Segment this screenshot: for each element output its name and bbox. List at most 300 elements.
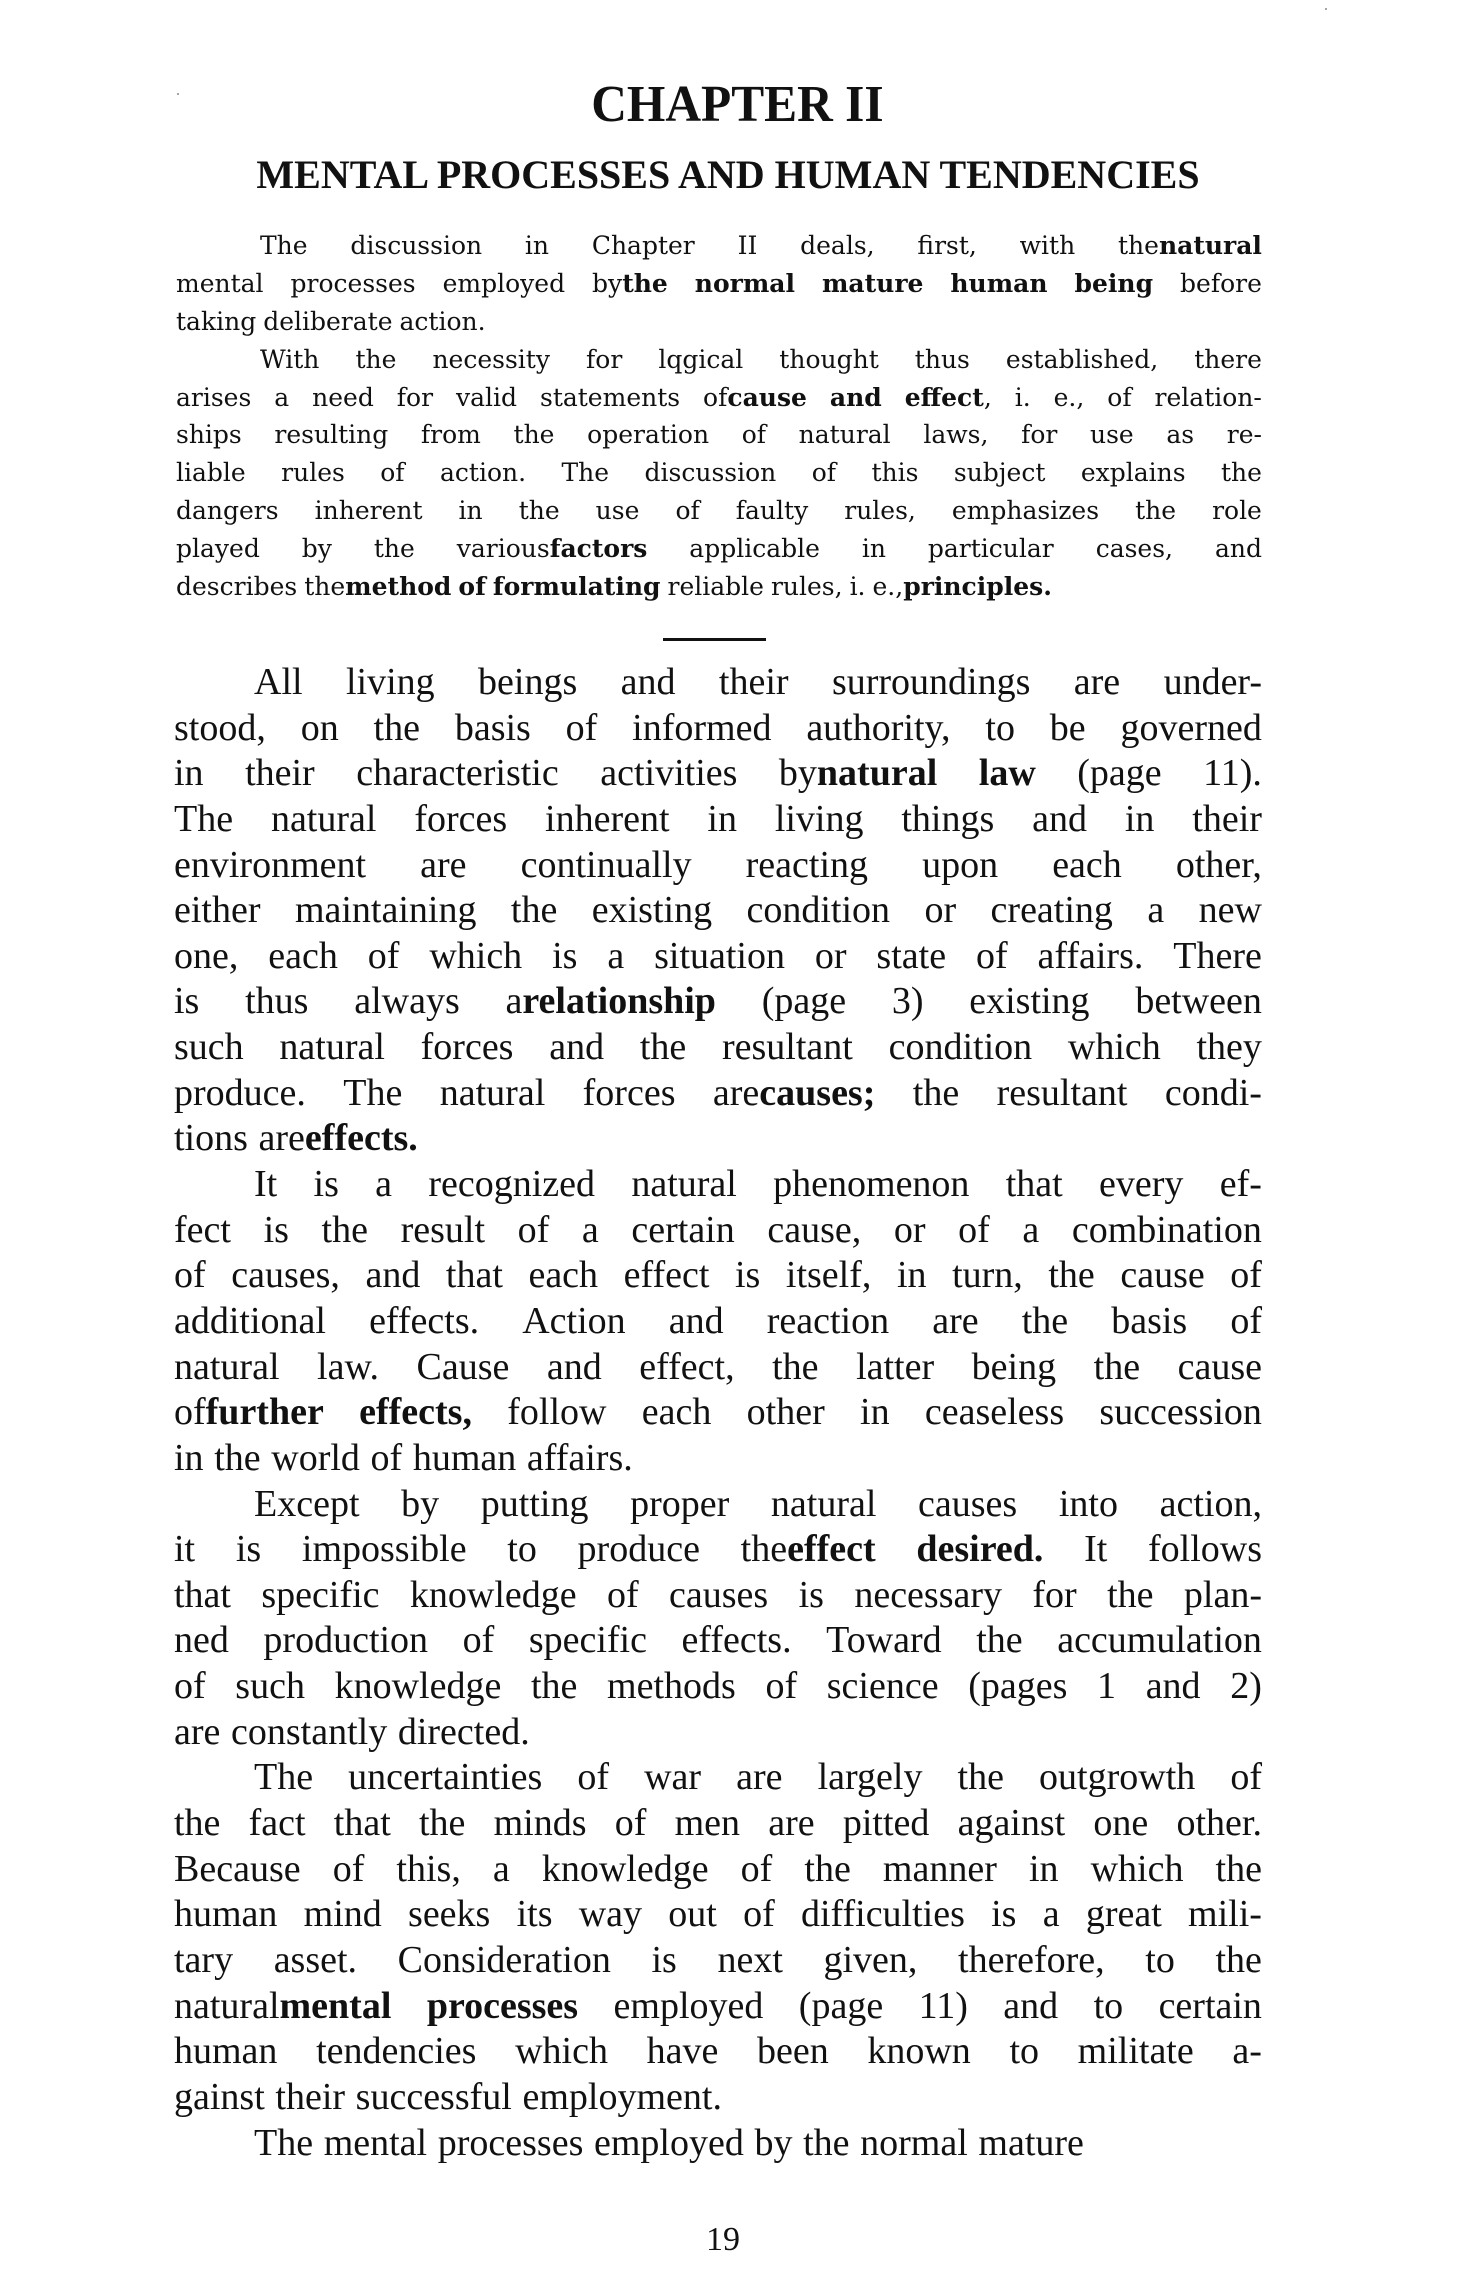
text: in (174, 1436, 204, 1479)
word (302, 530, 332, 568)
word (562, 454, 610, 492)
text: in (861, 534, 886, 564)
text: out (668, 1893, 717, 1936)
word (1184, 1573, 1262, 1619)
text: pitted (842, 1802, 930, 1845)
word (803, 2121, 849, 2167)
word (254, 1162, 277, 1208)
text: the (1021, 1299, 1069, 1342)
text: follow (507, 1391, 607, 1434)
text-line (174, 1208, 1262, 1254)
word (312, 379, 374, 417)
text: one (1093, 1802, 1149, 1845)
text: use (595, 496, 640, 526)
paragraph (176, 341, 1262, 606)
word (401, 1208, 485, 1254)
text: e., (872, 572, 904, 602)
text: human (412, 1436, 517, 1479)
text: latter (856, 1345, 935, 1388)
word (736, 1755, 782, 1801)
text: accumulation (1057, 1619, 1262, 1662)
word (1107, 379, 1131, 417)
text: itself, (785, 1254, 872, 1297)
word (1216, 1847, 1262, 1893)
word (1097, 1664, 1116, 1710)
text: basis (454, 706, 531, 749)
text: of (1230, 1756, 1262, 1799)
text: the (912, 1071, 960, 1114)
word (348, 1755, 542, 1801)
word (295, 888, 477, 934)
text: dangers (176, 496, 279, 526)
text: to (1009, 2030, 1040, 2073)
text: tary (174, 1938, 234, 1981)
text-line (174, 888, 1262, 934)
word (1180, 265, 1262, 303)
text: that (1005, 1163, 1063, 1206)
text-line (174, 979, 1262, 1025)
text: normal (860, 2121, 968, 2164)
emphasized-text: further (205, 1391, 324, 1434)
word (369, 1299, 479, 1345)
text: is (263, 1208, 289, 1251)
text: (pages (968, 1665, 1068, 1708)
text: a (1022, 1208, 1040, 1251)
word (913, 1071, 959, 1117)
text: action, (1159, 1482, 1262, 1525)
text: of (607, 1573, 639, 1616)
word (335, 1664, 502, 1710)
text: and (1214, 534, 1262, 564)
text: ships (176, 420, 242, 450)
text: thus (245, 980, 309, 1023)
text: emphasizes (951, 496, 1100, 526)
text: difficulties (800, 1893, 965, 1936)
word (174, 1847, 301, 1893)
text: natural (439, 1071, 546, 1114)
text: and (549, 1026, 605, 1069)
word (397, 379, 433, 417)
text: seeks (408, 1893, 491, 1936)
word (1232, 2029, 1262, 2075)
word (231, 1710, 387, 1756)
text: action. (440, 458, 527, 488)
word (746, 843, 868, 889)
text: of (565, 706, 598, 749)
text: in (458, 496, 483, 526)
word (174, 1938, 233, 1984)
text: the (1215, 1847, 1262, 1890)
text-line (174, 797, 1262, 843)
word (1074, 660, 1120, 706)
text: employed (613, 1984, 764, 2027)
text: effect (623, 1254, 710, 1297)
word (1091, 1847, 1184, 1893)
text-line (174, 1253, 1262, 1299)
text: in (174, 752, 204, 795)
text: there (1194, 344, 1262, 374)
text: upon (922, 843, 999, 886)
text: faulty (735, 496, 809, 526)
text: mental (323, 2121, 428, 2164)
text: always (354, 980, 460, 1023)
text-line (174, 660, 1262, 706)
page-number: 19 (706, 2221, 740, 2258)
word (419, 1801, 465, 1847)
text: All (254, 661, 303, 703)
text: certain (631, 1208, 735, 1251)
word (786, 1253, 871, 1299)
word (317, 1345, 379, 1391)
word (901, 797, 994, 843)
word (174, 1253, 206, 1299)
text: of (743, 1893, 775, 1936)
text: employment. (522, 2075, 722, 2118)
text: condition (746, 889, 891, 932)
text-line (176, 303, 1262, 341)
word (1212, 492, 1262, 530)
word (889, 1025, 1033, 1071)
text: are (932, 1299, 979, 1342)
emphasized-text: natural (1158, 231, 1262, 260)
word (421, 1025, 514, 1071)
text: either (174, 889, 261, 932)
text: therefore, (958, 1938, 1105, 1981)
text-line (174, 1984, 1262, 2030)
text: they (1196, 1026, 1262, 1069)
word (738, 227, 758, 265)
text-line (174, 1938, 1262, 1984)
text: (page (798, 1984, 884, 2027)
word (844, 492, 916, 530)
word (494, 1801, 587, 1847)
word (350, 227, 482, 265)
text: laws, (923, 420, 989, 450)
word (304, 568, 451, 606)
text: before (1180, 268, 1262, 298)
word (514, 416, 555, 454)
word (511, 888, 557, 934)
text: and (620, 661, 676, 703)
word (854, 1573, 1002, 1619)
word (410, 1573, 577, 1619)
word (291, 265, 416, 303)
text: be (1049, 706, 1086, 749)
text-line (176, 530, 1262, 568)
text: one, (174, 934, 239, 977)
text-line (176, 379, 1262, 417)
word (1194, 341, 1262, 379)
word (354, 979, 460, 1025)
text: human (174, 2030, 278, 2073)
text: is (798, 1573, 824, 1616)
word (594, 2121, 744, 2167)
word (1230, 1755, 1262, 1801)
word (1215, 1938, 1261, 1984)
text: recognized (428, 1163, 596, 1206)
text: It (254, 1163, 278, 1206)
word (463, 1618, 495, 1664)
word (458, 568, 485, 606)
text: each (1052, 843, 1122, 886)
word (174, 1299, 326, 1345)
word (918, 1482, 1017, 1528)
text: successful (355, 2075, 512, 2118)
word (630, 1482, 729, 1528)
text: effects. (369, 1299, 480, 1342)
text: and (546, 1345, 602, 1388)
word (457, 530, 648, 568)
word (799, 416, 891, 454)
word (400, 303, 486, 341)
text: valid (456, 382, 518, 412)
word (804, 1847, 850, 1893)
emphasized-text: formulating (492, 572, 661, 602)
text: their (1192, 797, 1262, 840)
word (1176, 843, 1262, 889)
word (374, 530, 415, 568)
text: established, (1005, 344, 1159, 374)
paragraph (174, 1482, 1262, 1756)
text: by (592, 268, 623, 298)
word (440, 454, 526, 492)
word (675, 492, 699, 530)
word (260, 227, 308, 265)
word (1147, 888, 1164, 934)
text: the (772, 1345, 819, 1388)
word (1135, 979, 1262, 1025)
word (1099, 1390, 1262, 1436)
word (883, 1847, 997, 1893)
text: reliable (667, 572, 764, 602)
text: and (1145, 1665, 1201, 1708)
word (1230, 1253, 1262, 1299)
text: minds (493, 1802, 587, 1845)
word (1177, 1801, 1262, 1847)
word (316, 2029, 476, 2075)
word (892, 979, 924, 1025)
word (531, 1664, 577, 1710)
word (695, 265, 795, 303)
word (976, 1618, 1022, 1664)
word (675, 1801, 740, 1847)
word (1068, 1025, 1161, 1071)
word (507, 1527, 537, 1573)
word (174, 1025, 244, 1071)
text: natural (270, 797, 377, 840)
word (214, 1436, 260, 1482)
word (1188, 1892, 1262, 1938)
word (1220, 1162, 1262, 1208)
word (1021, 416, 1057, 454)
text: particular (927, 534, 1054, 564)
text: a (1042, 1893, 1060, 1936)
text: is (174, 980, 200, 1023)
word (506, 979, 716, 1025)
text-line (174, 1755, 1262, 1801)
text: asset. (273, 1938, 358, 1981)
paragraph (174, 1162, 1262, 1481)
text: inherent (545, 797, 670, 840)
text: a- (1232, 2030, 1262, 2073)
word (647, 2029, 719, 2075)
word (264, 1208, 289, 1254)
text: or (893, 1208, 926, 1251)
word (801, 1892, 965, 1938)
text: in (1124, 797, 1155, 840)
word (1118, 227, 1262, 265)
text: in (896, 1254, 927, 1297)
text: by (778, 752, 817, 795)
text: re- (1226, 420, 1262, 450)
word (527, 1436, 633, 1482)
word (799, 1573, 824, 1619)
paragraph (174, 2121, 1262, 2167)
text: largely (817, 1756, 923, 1799)
text: ef- (1219, 1163, 1262, 1206)
text: existing (591, 889, 713, 932)
text: of (675, 496, 700, 526)
word (1148, 1527, 1262, 1573)
text: are (768, 1802, 815, 1845)
word (586, 341, 622, 379)
text: Except (254, 1482, 360, 1525)
text: which (1067, 1026, 1161, 1069)
word (254, 1755, 313, 1801)
text: their (275, 2075, 346, 2118)
text: affairs. (1037, 934, 1144, 977)
word (1059, 1482, 1118, 1528)
text: situation (654, 934, 785, 977)
text: causes (918, 1482, 1018, 1525)
text: directed. (397, 1710, 530, 1753)
text: causes, (231, 1254, 340, 1297)
word (1099, 1162, 1183, 1208)
text: a (581, 1208, 599, 1251)
text: of (703, 382, 728, 412)
text: reaction (766, 1299, 890, 1342)
word (1192, 797, 1262, 843)
text: other (746, 1391, 825, 1434)
text: of (1230, 1299, 1262, 1342)
text: causes (669, 1573, 769, 1616)
text: the (373, 534, 415, 564)
chapter-body (174, 660, 1262, 2166)
emphasized-text: relationship (522, 980, 716, 1023)
emphasized-text: cause (727, 382, 807, 412)
word (414, 797, 507, 843)
word (614, 1984, 764, 2030)
text: lqgical (658, 344, 744, 374)
word (827, 1664, 939, 1710)
text: that (174, 1573, 231, 1616)
word (371, 1436, 403, 1482)
text: for (1021, 420, 1058, 450)
text-line (176, 227, 1262, 265)
text: by (301, 534, 332, 564)
word (302, 1527, 467, 1573)
text: which (515, 2030, 608, 2073)
word (826, 1618, 942, 1664)
text: describes (176, 572, 298, 602)
text-line (174, 1710, 1262, 1756)
word (1203, 751, 1262, 797)
text: each (528, 1254, 599, 1297)
text-line (176, 492, 1262, 530)
word (1020, 227, 1076, 265)
text: statements (539, 382, 681, 412)
text: their (245, 752, 315, 795)
text: of (174, 1665, 206, 1708)
word (1015, 379, 1031, 417)
text: the (803, 2121, 850, 2164)
word (254, 660, 303, 706)
text: resultant (996, 1071, 1128, 1114)
word (174, 1208, 231, 1254)
word (1022, 1208, 1039, 1254)
word (762, 979, 846, 1025)
word (905, 379, 992, 417)
emphasized-text: of (458, 572, 486, 602)
text: applicable (689, 534, 820, 564)
text: are (258, 1117, 305, 1160)
word (355, 341, 396, 379)
word (1081, 454, 1186, 492)
word (985, 706, 1015, 752)
word (958, 1208, 990, 1254)
word (922, 843, 998, 889)
text: specific (528, 1619, 647, 1662)
word (549, 1025, 604, 1071)
text: is (313, 1163, 339, 1206)
text: governed (1120, 706, 1262, 749)
word (1227, 416, 1262, 454)
word (334, 1801, 391, 1847)
text: are (420, 843, 467, 886)
emphasized-text: and (829, 382, 882, 412)
word (545, 797, 670, 843)
word (174, 2029, 277, 2075)
text: Action (522, 1299, 626, 1342)
word (779, 341, 878, 379)
word (583, 1071, 676, 1117)
text: other. (1176, 1802, 1262, 1845)
text: is (991, 1893, 1017, 1936)
word (741, 1847, 773, 1893)
text: activities (600, 752, 738, 795)
text: knowledge (409, 1573, 577, 1616)
word (421, 416, 481, 454)
word (1215, 530, 1262, 568)
word (174, 2075, 265, 2121)
text: a (1147, 889, 1165, 932)
text: (page (1077, 752, 1162, 795)
word (268, 934, 338, 980)
text: to (1093, 1984, 1124, 2027)
text: thus (914, 344, 970, 374)
word (1006, 1162, 1063, 1208)
word (176, 416, 242, 454)
word (843, 1801, 930, 1847)
word (958, 1755, 1004, 1801)
paragraph (174, 1755, 1262, 2120)
text: rules, (770, 572, 843, 602)
word (1164, 660, 1262, 706)
word (413, 1436, 516, 1482)
word (972, 1345, 1056, 1391)
word (174, 751, 204, 797)
word (924, 888, 956, 934)
